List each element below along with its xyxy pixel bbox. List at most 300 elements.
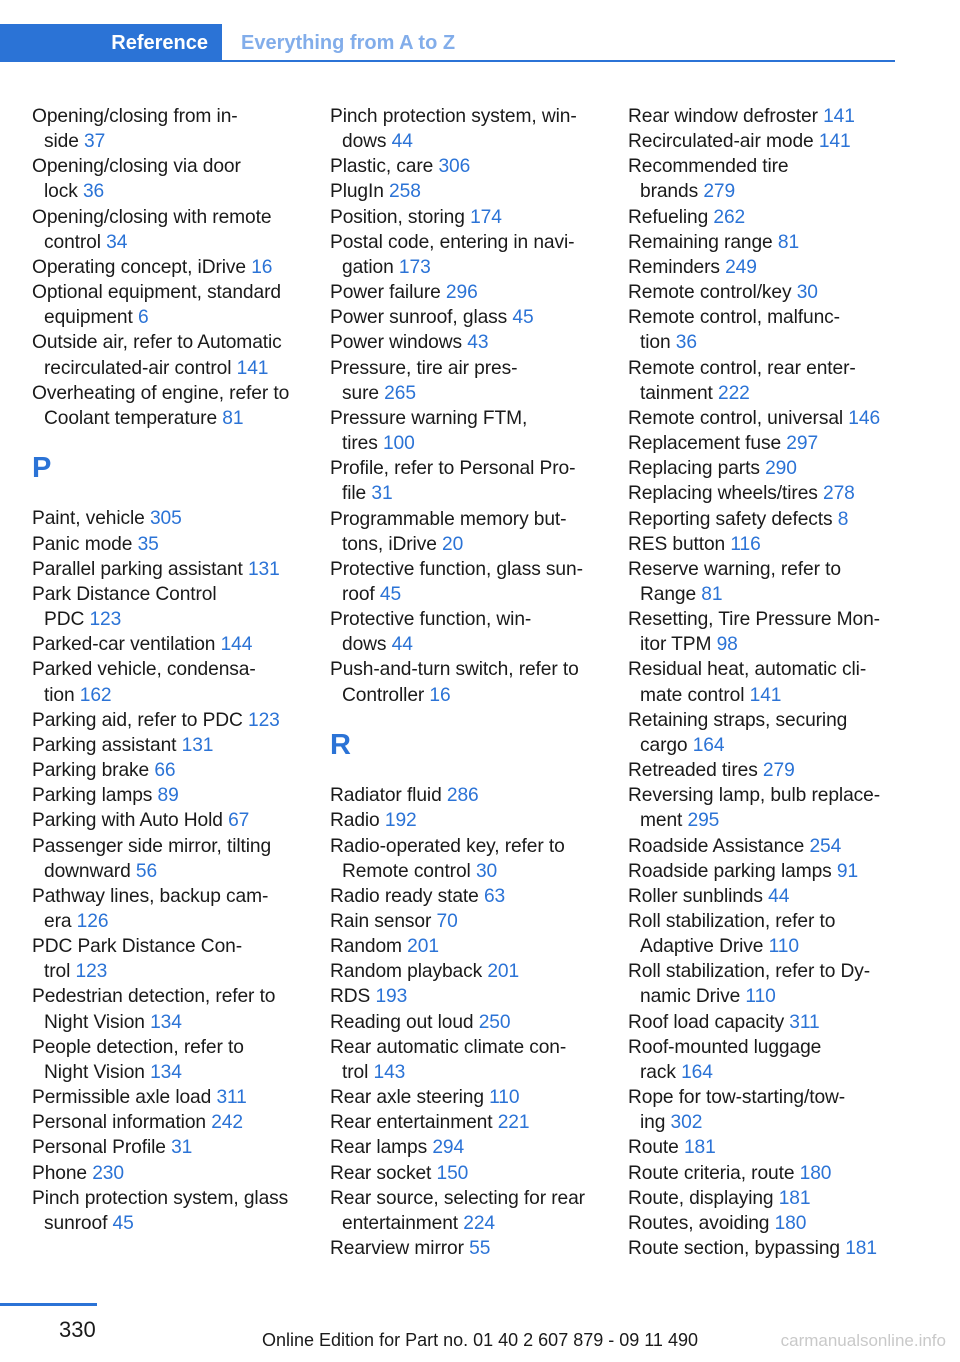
- index-entry: [330, 456, 620, 506]
- index-entry: [32, 632, 322, 657]
- entry-term: Profile, refer to Personal Pro-: [330, 458, 576, 480]
- page-reference-link[interactable]: 91: [836, 860, 859, 882]
- entry-term: Remote control, universal: [628, 407, 844, 429]
- index-entry: [32, 381, 322, 431]
- index-entry: [32, 1161, 322, 1186]
- page-reference-link[interactable]: 44: [391, 131, 413, 153]
- index-column-1: [32, 104, 322, 1236]
- entry-term-continued: tons, iDrive: [342, 533, 437, 555]
- entry-term: Route: [628, 1137, 679, 1159]
- index-entry: [330, 280, 620, 305]
- index-entry: [628, 255, 918, 280]
- entry-term: Parked-car ventilation: [32, 634, 216, 656]
- entry-term-continued: gation: [342, 256, 394, 278]
- index-entry: [628, 557, 918, 607]
- index-entry: [628, 154, 918, 204]
- entry-term-continued: lock: [44, 181, 78, 203]
- page-reference-link[interactable]: 66: [154, 760, 176, 782]
- page-header: [0, 0, 895, 62]
- entry-term-continued: tion: [44, 684, 75, 706]
- entry-term-continued: Remote control: [342, 860, 471, 882]
- entry-term: Remote control/key: [628, 282, 792, 304]
- entry-term: Park Distance Control: [32, 583, 217, 605]
- page-reference-link[interactable]: 98: [716, 634, 738, 656]
- index-entry: [330, 1236, 620, 1261]
- page-reference-link[interactable]: 141: [236, 357, 269, 379]
- entry-term: Postal code, entering in navi-: [330, 231, 575, 253]
- page-reference-link[interactable]: 262: [713, 206, 746, 228]
- index-entry: [628, 783, 918, 833]
- index-entry: [628, 1010, 918, 1035]
- entry-term: Reporting safety defects: [628, 508, 833, 530]
- entry-term-continued: tion: [640, 332, 671, 354]
- entry-term-continued: trol: [342, 1061, 369, 1083]
- entry-term-continued: file: [342, 483, 367, 505]
- entry-term: Outside air, refer to Automatic: [32, 332, 282, 354]
- entry-term-continued: sure: [342, 382, 379, 404]
- entry-term: Rear source, selecting for rear: [330, 1187, 585, 1209]
- index-entry: [628, 607, 918, 657]
- page-reference-link[interactable]: 141: [749, 684, 782, 706]
- entry-term: Remote control, malfunc-: [628, 307, 840, 329]
- page-reference-link[interactable]: 36: [675, 332, 697, 354]
- index-entry: [628, 909, 918, 959]
- entry-term: Power windows: [330, 332, 463, 354]
- index-entry: [628, 431, 918, 456]
- index-entry: [32, 557, 322, 582]
- footer-edition-text: Online Edition for Part no. 01 40 2 607 879 - 09 11 490: [262, 1330, 698, 1350]
- entry-term: Opening/closing from in-: [32, 106, 238, 127]
- entry-term-continued: ment: [640, 810, 683, 832]
- entry-term: Retaining straps, securing: [628, 709, 848, 731]
- page-reference-link[interactable]: 150: [436, 1162, 469, 1184]
- page-reference-link[interactable]: 81: [777, 231, 800, 253]
- section-letter-heading: R: [330, 728, 351, 761]
- page-reference-link[interactable]: 45: [112, 1212, 134, 1234]
- page-reference-link[interactable]: 143: [373, 1061, 406, 1083]
- entry-term: Parking brake: [32, 760, 150, 782]
- index-entry: [330, 1110, 620, 1135]
- entry-term: Roof-mounted luggage: [628, 1036, 822, 1058]
- entry-term: Pathway lines, backup cam-: [32, 885, 269, 907]
- index-entry: [628, 1186, 918, 1211]
- entry-term: Parking assistant: [32, 734, 177, 756]
- index-entry: [330, 179, 620, 204]
- index-entry: [32, 506, 322, 531]
- page-reference-link[interactable]: 180: [799, 1162, 832, 1184]
- index-entry: [330, 154, 620, 179]
- index-entry: [628, 1035, 918, 1085]
- page-reference-link[interactable]: 20: [442, 533, 464, 555]
- entry-term: Roll stabilization, refer to Dy-: [628, 961, 871, 983]
- entry-term: Rear entertainment: [330, 1112, 493, 1134]
- index-entry: [32, 104, 322, 154]
- entry-term: Rear socket: [330, 1162, 432, 1184]
- index-entry: [628, 1236, 918, 1261]
- entry-term: Reminders: [628, 256, 720, 278]
- page-reference-link[interactable]: 35: [137, 533, 159, 555]
- page-reference-link[interactable]: 222: [718, 382, 750, 404]
- page-reference-link[interactable]: 16: [251, 256, 273, 278]
- entry-term: Pinch protection system, glass: [32, 1187, 289, 1209]
- entry-term: Rearview mirror: [330, 1238, 464, 1259]
- page-reference-link[interactable]: 258: [389, 181, 421, 203]
- entry-term: Pressure warning FTM,: [330, 407, 528, 429]
- page-reference-link[interactable]: 141: [823, 106, 855, 127]
- page-reference-link[interactable]: 164: [681, 1061, 713, 1083]
- entry-term: Replacement fuse: [628, 433, 782, 455]
- page-reference-link[interactable]: 311: [216, 1087, 247, 1109]
- index-entry: [32, 1085, 322, 1110]
- entry-term: Parking lamps: [32, 785, 153, 807]
- entry-term: RDS: [330, 986, 371, 1008]
- page-reference-link[interactable]: 278: [823, 483, 855, 505]
- entry-term: RES button: [628, 533, 726, 555]
- entry-term: Roll stabilization, refer to: [628, 911, 836, 932]
- page-reference-link[interactable]: 162: [79, 684, 112, 706]
- entry-term: Power sunroof, glass: [330, 307, 508, 329]
- entry-term: Paint, vehicle: [32, 508, 145, 530]
- index-entry: [32, 808, 322, 833]
- index-entry: [32, 934, 322, 984]
- page-reference-link[interactable]: 123: [89, 609, 122, 631]
- page-reference-link[interactable]: 192: [384, 810, 417, 832]
- index-entry: [628, 1211, 918, 1236]
- entry-term: Replacing parts: [628, 458, 760, 480]
- entry-term: Plastic, care: [330, 156, 434, 178]
- index-entry: [628, 230, 918, 255]
- page-reference-link[interactable]: 30: [796, 282, 818, 304]
- entry-term: Replacing wheels/tires: [628, 483, 818, 505]
- index-entry: [628, 129, 918, 154]
- index-entry: [32, 255, 322, 280]
- page-reference-link[interactable]: 6: [137, 307, 149, 329]
- entry-term: Recommended tire: [628, 156, 789, 178]
- entry-term: People detection, refer to: [32, 1036, 244, 1058]
- page-reference-link[interactable]: 70: [436, 910, 458, 932]
- entry-term: Reserve warning, refer to: [628, 558, 841, 580]
- entry-term-continued: Coolant temperature: [44, 407, 218, 429]
- entry-term: Radio-operated key, refer to: [330, 835, 565, 857]
- entry-term-continued: era: [44, 910, 72, 932]
- header-section-title: Everything from A to Z: [241, 32, 456, 54]
- page-reference-link[interactable]: 254: [809, 835, 842, 857]
- index-entry: [628, 456, 918, 481]
- entry-term: Phone: [32, 1162, 87, 1184]
- index-entry: [628, 507, 918, 532]
- entry-term: Pinch protection system, win-: [330, 106, 577, 127]
- index-entry: [32, 708, 322, 733]
- entry-term-continued: namic Drive: [640, 986, 741, 1008]
- entry-term: Operating concept, iDrive: [32, 256, 246, 278]
- entry-term-continued: PDC: [44, 609, 85, 631]
- index-entry: [32, 758, 322, 783]
- page-reference-link[interactable]: 45: [379, 583, 402, 605]
- entry-term: Personal information: [32, 1112, 206, 1134]
- page-reference-link[interactable]: 131: [181, 734, 214, 756]
- page-reference-link[interactable]: 43: [467, 332, 489, 354]
- entry-term: Pedestrian detection, refer to: [32, 986, 276, 1008]
- entry-term: Power failure: [330, 282, 441, 304]
- index-entry: [628, 305, 918, 355]
- page-reference-link[interactable]: 16: [429, 684, 451, 706]
- index-entry: [330, 783, 620, 808]
- page-reference-link[interactable]: 55: [469, 1238, 491, 1259]
- index-entry: [628, 708, 918, 758]
- index-entry: [628, 1085, 918, 1135]
- index-entry: [330, 984, 620, 1009]
- page-reference-link[interactable]: 100: [382, 433, 415, 455]
- entry-term-continued: roof: [342, 583, 375, 605]
- entry-term-continued: dows: [342, 131, 387, 153]
- index-entry: [32, 1186, 322, 1236]
- entry-term: Random playback: [330, 961, 483, 983]
- index-entry: [32, 154, 322, 204]
- page-reference-link[interactable]: 286: [446, 785, 479, 807]
- page-reference-link[interactable]: 181: [683, 1137, 716, 1159]
- page-reference-link[interactable]: 37: [84, 131, 106, 153]
- page-reference-link[interactable]: 36: [82, 181, 105, 203]
- index-entry: [32, 532, 322, 557]
- page-reference-link[interactable]: 45: [512, 307, 534, 329]
- entry-term-continued: tainment: [640, 382, 713, 404]
- index-entry: [628, 104, 918, 129]
- index-entry: [330, 1010, 620, 1035]
- page-reference-link[interactable]: 89: [157, 785, 179, 807]
- page-reference-link[interactable]: 8: [837, 508, 849, 530]
- entry-term-continued: ing: [640, 1112, 666, 1134]
- page-reference-link[interactable]: 31: [371, 483, 393, 505]
- entry-term: Remote control, rear enter-: [628, 357, 856, 379]
- page-reference-link[interactable]: 230: [92, 1162, 124, 1184]
- entry-term: Radiator fluid: [330, 785, 442, 807]
- index-entry: [32, 1110, 322, 1135]
- page-reference-link[interactable]: 30: [475, 860, 498, 882]
- entry-term-continued: dows: [342, 634, 387, 656]
- page-reference-link[interactable]: 173: [398, 256, 431, 278]
- entry-term-continued: trol: [44, 961, 71, 983]
- index-entry: [330, 1135, 620, 1160]
- entry-term: Routes, avoiding: [628, 1212, 770, 1234]
- index-entry: [32, 1035, 322, 1085]
- entry-term-continued: mate control: [640, 684, 745, 706]
- page-reference-link[interactable]: 63: [483, 885, 506, 907]
- entry-term: Parking aid, refer to PDC: [32, 709, 243, 731]
- entry-term: Resetting, Tire Pressure Mon-: [628, 609, 880, 631]
- index-entry: [330, 557, 620, 607]
- page-reference-link[interactable]: 134: [150, 1061, 182, 1083]
- entry-term: Permissible axle load: [32, 1087, 212, 1109]
- page-reference-link[interactable]: 31: [171, 1137, 193, 1159]
- entry-term: Rear lamps: [330, 1137, 428, 1159]
- index-column-3: [628, 104, 918, 1261]
- page-reference-link[interactable]: 34: [106, 231, 128, 253]
- entry-term: Refueling: [628, 206, 709, 228]
- page-reference-link[interactable]: 110: [489, 1087, 520, 1109]
- entry-term: Retreaded tires: [628, 760, 758, 782]
- index-entry: [330, 356, 620, 406]
- entry-term: Recirculated-air mode: [628, 131, 814, 153]
- page-reference-link[interactable]: 290: [765, 458, 797, 480]
- page-reference-link[interactable]: 294: [432, 1137, 465, 1159]
- entry-term: Roof load capacity: [628, 1011, 785, 1033]
- entry-term-continued: entertainment: [342, 1212, 459, 1234]
- page-reference-link[interactable]: 81: [222, 407, 244, 429]
- entry-term-continued: recirculated-air control: [44, 357, 232, 379]
- index-entry: [628, 356, 918, 406]
- entry-term: Parallel parking assistant: [32, 558, 243, 580]
- page-reference-link[interactable]: 131: [247, 558, 280, 580]
- entry-term-continued: brands: [640, 181, 699, 203]
- index-entry: [32, 330, 322, 380]
- entry-term: Residual heat, automatic cli-: [628, 659, 867, 681]
- entry-term: Reversing lamp, bulb replace-: [628, 785, 880, 807]
- index-entry: [32, 280, 322, 330]
- entry-term: Protective function, win-: [330, 609, 532, 631]
- entry-term: Remaining range: [628, 231, 773, 253]
- page-reference-link[interactable]: 126: [76, 910, 109, 932]
- index-entry: [330, 909, 620, 934]
- entry-term-continued: sunroof: [44, 1212, 108, 1234]
- page-reference-link[interactable]: 221: [497, 1112, 530, 1134]
- entry-term: Programmable memory but-: [330, 508, 567, 530]
- entry-term-continued: equipment: [44, 307, 133, 329]
- index-entry: [628, 1161, 918, 1186]
- entry-term: Position, storing: [330, 206, 465, 228]
- index-entry: [330, 507, 620, 557]
- page-number-rule: [0, 1303, 97, 1306]
- page-reference-link[interactable]: 67: [228, 810, 250, 832]
- page-reference-link[interactable]: 144: [220, 634, 253, 656]
- page-reference-link[interactable]: 242: [211, 1112, 243, 1134]
- page-reference-link[interactable]: 201: [487, 961, 520, 983]
- page-reference-link[interactable]: 297: [786, 433, 819, 455]
- entry-term-continued: control: [44, 231, 101, 253]
- page-reference-link[interactable]: 44: [768, 885, 790, 907]
- index-entry: [628, 657, 918, 707]
- index-entry: [330, 607, 620, 657]
- index-entry: [330, 657, 620, 707]
- header-tab-reference: Reference: [0, 24, 222, 62]
- section-letter-heading: P: [32, 452, 52, 485]
- page-reference-link[interactable]: 181: [778, 1187, 811, 1209]
- page-reference-link[interactable]: 250: [478, 1011, 511, 1033]
- index-entry: [628, 532, 918, 557]
- entry-term-continued: tires: [342, 433, 378, 455]
- page-reference-link[interactable]: 174: [470, 206, 502, 228]
- index-entry: [32, 783, 322, 808]
- entry-term-continued: cargo: [640, 734, 688, 756]
- index-entry: [628, 1135, 918, 1160]
- page-reference-link[interactable]: 296: [445, 282, 478, 304]
- page-reference-link[interactable]: 279: [762, 760, 795, 782]
- page-reference-link[interactable]: 201: [407, 936, 439, 958]
- entry-term-continued: Night Vision: [44, 1011, 145, 1033]
- index-entry: [330, 934, 620, 959]
- page-reference-link[interactable]: 146: [848, 407, 881, 429]
- page-reference-link[interactable]: 305: [149, 508, 182, 530]
- entry-term-continued: side: [44, 131, 79, 153]
- entry-term-continued: itor TPM: [640, 634, 712, 656]
- page-reference-link[interactable]: 180: [774, 1212, 807, 1234]
- entry-term: Reading out loud: [330, 1011, 474, 1033]
- index-entry: [330, 834, 620, 884]
- index-entry: [330, 1035, 620, 1085]
- page-reference-link[interactable]: 249: [725, 256, 757, 278]
- entry-term: Roadside parking lamps: [628, 860, 832, 882]
- entry-term-continued: rack: [640, 1061, 676, 1083]
- page-reference-link[interactable]: 224: [463, 1212, 495, 1234]
- page-reference-link[interactable]: 181: [845, 1238, 877, 1260]
- index-entry: [330, 230, 620, 280]
- page-reference-link[interactable]: 306: [438, 156, 471, 178]
- index-entry: [32, 657, 322, 707]
- entry-term: Panic mode: [32, 533, 133, 555]
- index-entry: [32, 884, 322, 934]
- entry-term: Rain sensor: [330, 910, 432, 932]
- page-reference-link[interactable]: 279: [703, 181, 736, 203]
- page-reference-link[interactable]: 302: [670, 1112, 703, 1134]
- page-reference-link[interactable]: 116: [730, 533, 761, 555]
- page-reference-link[interactable]: 56: [135, 860, 158, 882]
- page-reference-link[interactable]: 134: [150, 1011, 182, 1033]
- index-entry: [330, 406, 620, 456]
- page-reference-link[interactable]: 123: [75, 961, 108, 983]
- header-rule: [222, 60, 895, 62]
- entry-term-continued: Night Vision: [44, 1061, 145, 1083]
- index-entry: [32, 582, 322, 632]
- entry-term: Opening/closing via door: [32, 156, 241, 178]
- index-entry: [330, 1161, 620, 1186]
- entry-term: Personal Profile: [32, 1137, 166, 1159]
- page-reference-link[interactable]: 295: [687, 810, 720, 832]
- entry-term: Rear window defroster: [628, 106, 818, 127]
- entry-term: Route, displaying: [628, 1187, 774, 1209]
- page-reference-link[interactable]: 141: [818, 131, 851, 153]
- index-entry: [330, 330, 620, 355]
- page-reference-link[interactable]: 123: [248, 709, 280, 731]
- entry-term: PlugIn: [330, 181, 384, 203]
- index-entry: [330, 1085, 620, 1110]
- entry-term-continued: Controller: [342, 684, 425, 706]
- index-entry: [628, 758, 918, 783]
- entry-term: Overheating of engine, refer to: [32, 382, 290, 404]
- index-column-2: [330, 104, 620, 1261]
- index-entry: [628, 280, 918, 305]
- page-reference-link[interactable]: 164: [692, 734, 725, 756]
- page-reference-link[interactable]: 110: [768, 936, 799, 958]
- page-reference-link[interactable]: 110: [745, 986, 776, 1008]
- index-entry: [32, 984, 322, 1034]
- entry-term: Radio ready state: [330, 885, 479, 907]
- index-entry: [628, 959, 918, 1009]
- page-reference-link[interactable]: 265: [384, 382, 416, 404]
- entry-term: Parking with Auto Hold: [32, 810, 223, 832]
- page-number: 330: [59, 1317, 96, 1342]
- entry-term-continued: downward: [44, 860, 131, 882]
- entry-term-continued: Adaptive Drive: [640, 936, 764, 958]
- page-reference-link[interactable]: 81: [701, 583, 723, 605]
- page-reference-link[interactable]: 193: [375, 986, 408, 1008]
- page-reference-link[interactable]: 311: [789, 1011, 820, 1033]
- index-entry: [32, 834, 322, 884]
- index-entry: [330, 808, 620, 833]
- entry-term: Rear automatic climate con-: [330, 1036, 567, 1058]
- index-entry: [330, 884, 620, 909]
- entry-term: Optional equipment, standard: [32, 282, 281, 304]
- page-reference-link[interactable]: 44: [391, 634, 413, 656]
- index-entry: [628, 406, 918, 431]
